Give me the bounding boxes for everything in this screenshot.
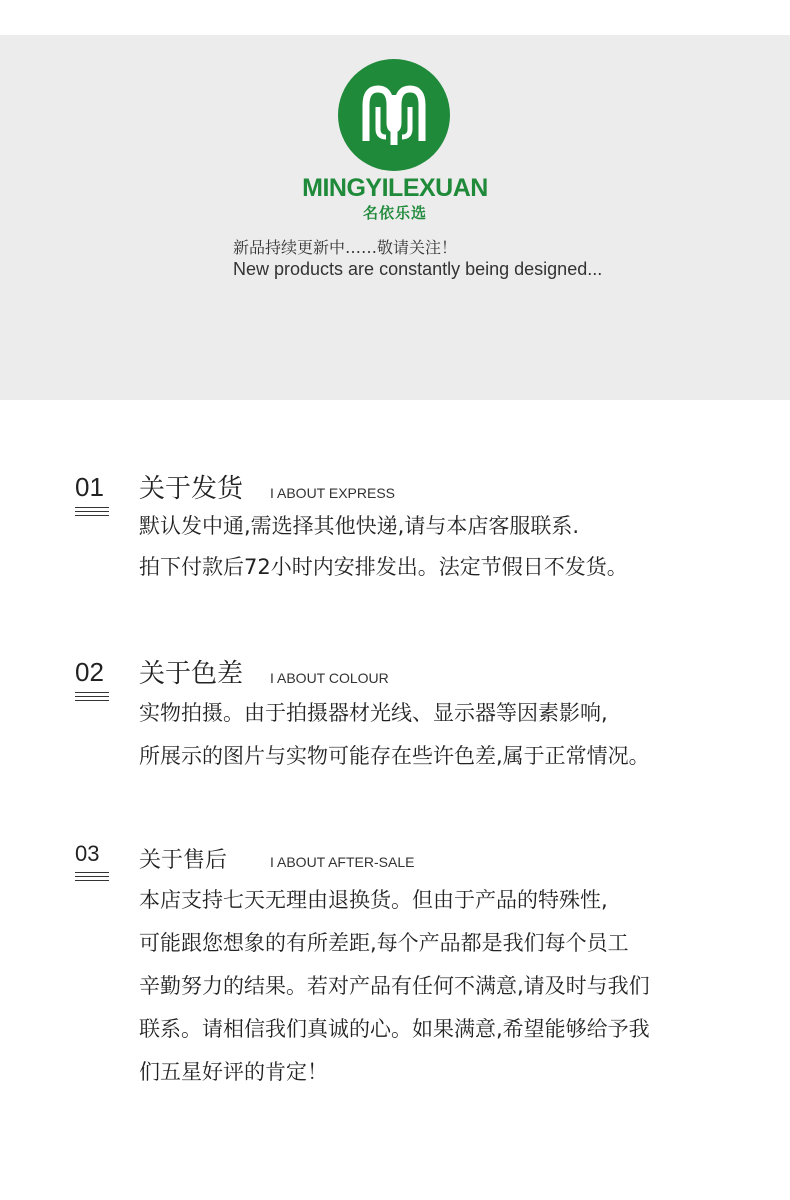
logo-mark-icon [338,59,450,171]
section-text-line: 们五星好评的肯定！ [139,1060,328,1084]
notice-text-cn: 新品持续更新中……敬请关注！ [233,238,458,257]
section-text-line: 辛勤努力的结果。若对产品有任何不满意,请及时与我们 [139,974,650,998]
section-subtitle: I ABOUT EXPRESS [270,485,396,501]
section-text-line: 默认发中通,需选择其他快递,请与本店客服联系. [139,514,580,538]
section-divider [75,507,109,519]
section-text-line: 可能跟您想象的有所差距,每个产品都是我们每个员工 [139,931,629,955]
section-subtitle: I ABOUT COLOUR [270,670,389,686]
brand-name-en: MINGYILEXUAN [302,174,488,202]
brand-name-cn: 名依乐选 [362,204,427,222]
section-text-line: 实物拍摄。由于拍摄器材光线、显示器等因素影响, [139,701,608,725]
section-text-line: 联系。请相信我们真诚的心。如果满意,希望能够给予我 [139,1017,650,1041]
section-number: 02 [75,657,104,687]
section-text-line: 所展示的图片与实物可能存在些许色差,属于正常情况。 [139,744,650,768]
section-number: 03 [75,841,100,866]
notice-text-en: New products are constantly being designed... [233,259,603,279]
section-divider [75,692,109,704]
brand-banner [0,35,790,400]
section-text-line: 本店支持七天无理由退换货。但由于产品的特殊性, [139,888,608,912]
section-number: 01 [75,472,104,502]
section-text-line: 拍下付款后72小时内安排发出。法定节假日不发货。 [139,555,628,579]
section-subtitle: I ABOUT AFTER-SALE [270,854,415,870]
section-title: 关于发货 [139,474,244,504]
section-title: 关于售后 [139,848,228,873]
brand-logo [338,59,450,171]
section-title: 关于色差 [139,659,244,689]
section-divider [75,872,109,884]
